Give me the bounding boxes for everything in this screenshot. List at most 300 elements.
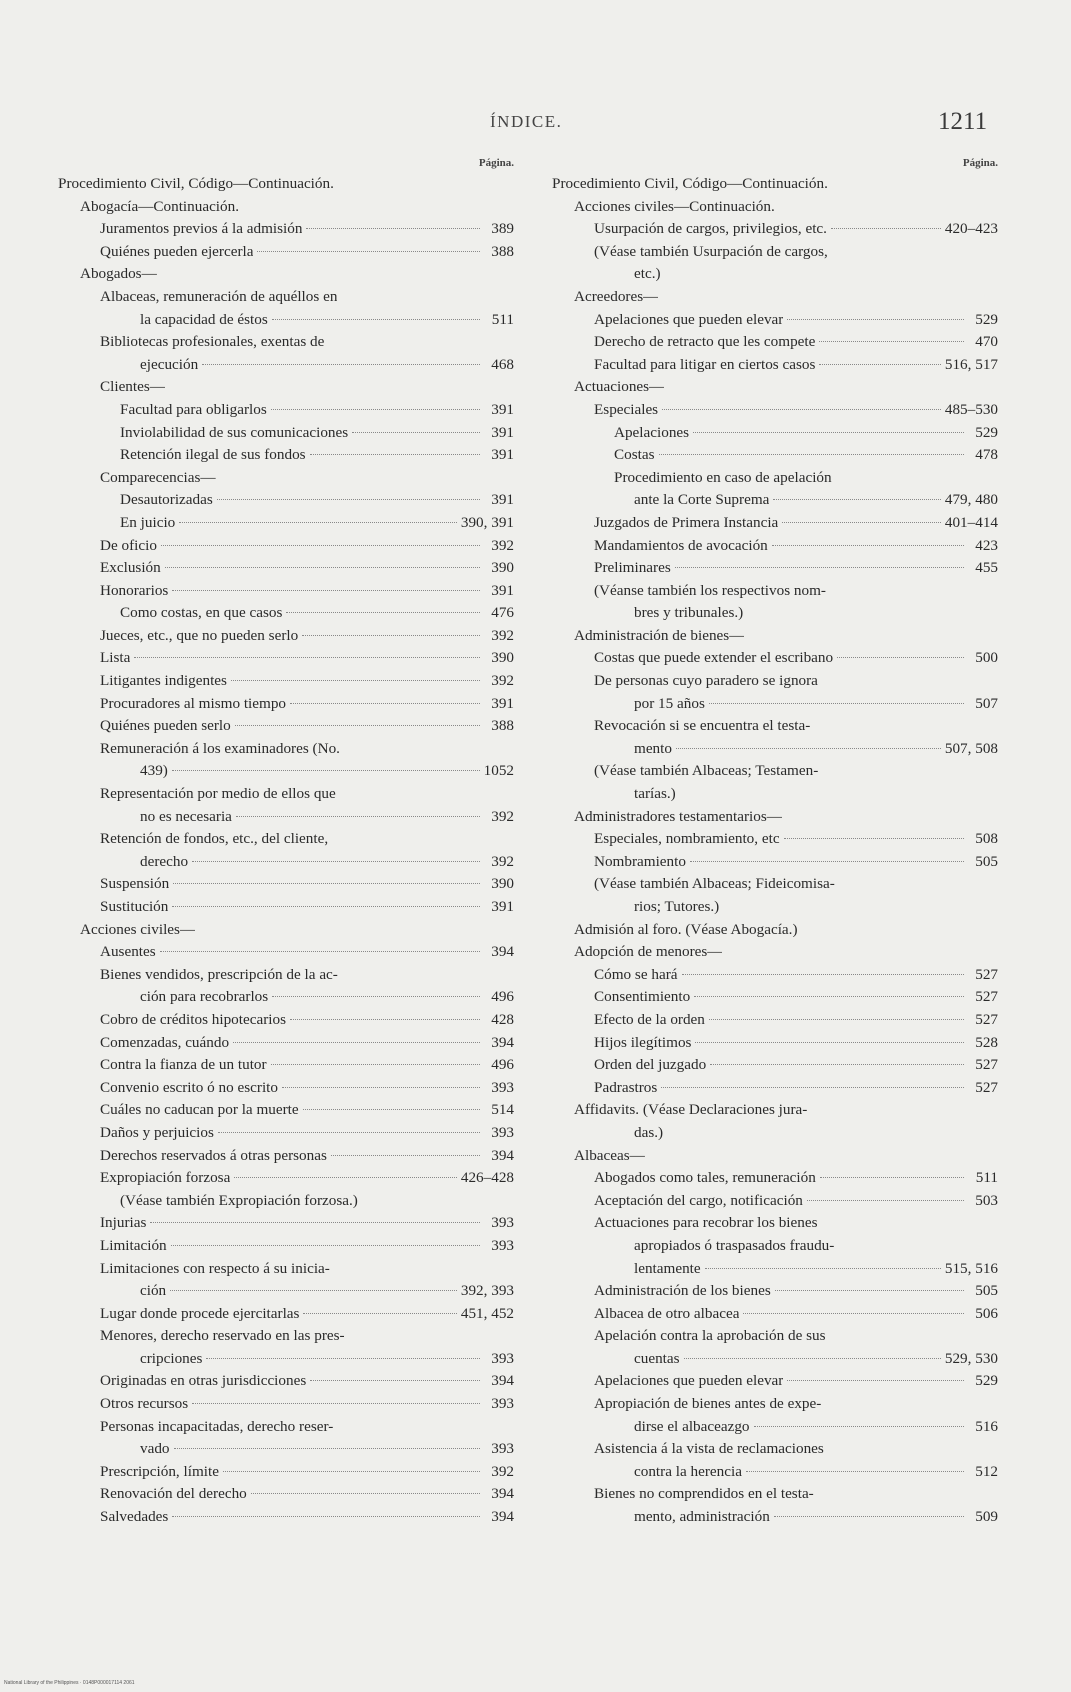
dot-leader	[784, 838, 964, 839]
entry-page-number: 393	[491, 1349, 514, 1367]
entry-page-number: 392	[491, 807, 514, 825]
entry-text: Abogados—	[80, 265, 157, 283]
entry-text: Consentimiento	[594, 988, 691, 1006]
index-entry	[552, 263, 998, 286]
index-entry	[58, 1032, 514, 1055]
entry-page-number: 512	[975, 1462, 998, 1480]
entry-page-number: 505	[975, 1282, 998, 1300]
entry-text: ejecución	[140, 355, 199, 373]
index-entry	[58, 218, 514, 241]
dot-leader	[160, 951, 480, 952]
index-entry	[58, 331, 514, 354]
entry-page-number: 528	[975, 1033, 998, 1051]
index-entry	[552, 715, 998, 738]
dot-leader	[231, 680, 480, 681]
entry-page-number: 470	[975, 333, 998, 351]
dot-leader	[170, 1290, 457, 1291]
index-entry	[58, 806, 514, 829]
entry-text: Acreedores—	[574, 287, 659, 305]
index-entry	[58, 512, 514, 535]
entry-text: Procedimiento en caso de apelación	[614, 468, 832, 486]
index-entry	[58, 1280, 514, 1303]
entry-page-number: 393	[491, 1236, 514, 1254]
dot-leader	[690, 861, 964, 862]
entry-text: Costas	[614, 446, 655, 464]
entry-text: Actuaciones para recobrar los bienes	[594, 1214, 818, 1232]
entry-page-number: 420–423	[944, 220, 998, 238]
index-entry	[552, 196, 998, 219]
index-entry	[552, 422, 998, 445]
entry-page-number: 426–428	[460, 1169, 514, 1187]
index-entry	[58, 760, 514, 783]
entry-text: Injurias	[100, 1214, 147, 1232]
dot-leader	[165, 567, 480, 568]
index-entry	[58, 1077, 514, 1100]
dot-leader	[787, 1380, 964, 1381]
dot-leader	[754, 1426, 964, 1427]
entry-text: Lugar donde procede ejercitarlas	[100, 1304, 300, 1322]
entry-text: derecho	[140, 852, 189, 870]
dot-leader	[257, 251, 480, 252]
entry-text: En juicio	[120, 513, 176, 531]
index-entry	[58, 309, 514, 332]
entry-page-number: 392	[491, 852, 514, 870]
entry-text: ante la Corte Suprema	[634, 491, 770, 509]
entry-page-number: 516, 517	[944, 355, 998, 373]
entry-page-number: 428	[491, 1010, 514, 1028]
dot-leader	[695, 1042, 964, 1043]
index-entry	[58, 173, 514, 196]
entry-text: contra la herencia	[634, 1462, 742, 1480]
entry-page-number: 507	[975, 694, 998, 712]
entry-text: Comenzadas, cuándo	[100, 1033, 230, 1051]
index-entry	[58, 263, 514, 286]
entry-page-number: 500	[975, 649, 998, 667]
entry-page-number: 529	[975, 423, 998, 441]
entry-page-number: 391	[491, 491, 514, 509]
entry-text: (Véase también Usurpación de cargos,	[594, 242, 828, 260]
entry-text: Albaceas—	[574, 1146, 645, 1164]
index-entry	[552, 1370, 998, 1393]
index-entry	[552, 376, 998, 399]
index-entry	[552, 1190, 998, 1213]
entry-text: Juzgados de Primera Instancia	[594, 513, 779, 531]
page-column-label: Página.	[478, 157, 514, 169]
dot-leader	[192, 861, 480, 862]
entry-page-number: 390	[491, 559, 514, 577]
dot-leader	[192, 1403, 480, 1404]
entry-page-number: 509	[975, 1508, 998, 1526]
index-entry	[58, 354, 514, 377]
entry-page-number: 391	[491, 694, 514, 712]
dot-leader	[271, 409, 480, 410]
dot-leader	[675, 567, 964, 568]
entry-text: Clientes—	[100, 378, 165, 396]
dot-leader	[782, 522, 941, 523]
dot-leader	[223, 1471, 480, 1472]
entry-page-number: 496	[491, 988, 514, 1006]
dot-leader	[134, 657, 480, 658]
index-entry	[58, 1054, 514, 1077]
entry-text: (Véase también Albaceas; Testamen-	[594, 762, 819, 780]
dot-leader	[331, 1155, 480, 1156]
entry-page-number: 391	[491, 400, 514, 418]
index-entry	[552, 331, 998, 354]
entry-page-number: 423	[975, 536, 998, 554]
index-entry	[58, 625, 514, 648]
footer-note: National Library of the Philippines · 0148P000017114 2061	[4, 1680, 135, 1686]
entry-text: Apelaciones que pueden elevar	[594, 310, 784, 328]
entry-page-number: 393	[491, 1395, 514, 1413]
entry-text: Expropiación forzosa	[100, 1169, 231, 1187]
index-entry	[58, 1212, 514, 1235]
entry-text: Inviolabilidad de sus comunicaciones	[120, 423, 349, 441]
dot-leader	[218, 1132, 480, 1133]
entry-text: bres y tribunales.)	[634, 604, 744, 622]
entry-text: cripciones	[140, 1349, 203, 1367]
index-entry	[552, 1145, 998, 1168]
index-entry	[58, 467, 514, 490]
entry-page-number: 479, 480	[944, 491, 998, 509]
entry-text: cuentas	[634, 1349, 680, 1367]
dot-leader	[303, 1109, 480, 1110]
entry-text: Albaceas, remuneración de aquéllos en	[100, 287, 338, 305]
entry-page-number: 455	[975, 559, 998, 577]
index-entry	[58, 1258, 514, 1281]
dot-leader	[272, 996, 480, 997]
entry-text: Suspensión	[100, 875, 170, 893]
index-entry	[58, 1009, 514, 1032]
entry-text: Cuáles no caducan por la muerte	[100, 1101, 299, 1119]
index-entry	[58, 693, 514, 716]
index-entry	[552, 557, 998, 580]
index-entry	[58, 738, 514, 761]
index-entry	[552, 828, 998, 851]
entries-list-left	[58, 173, 514, 1529]
index-entry	[58, 1325, 514, 1348]
entry-page-number: 393	[491, 1123, 514, 1141]
index-entry	[552, 986, 998, 1009]
index-entry	[58, 557, 514, 580]
index-entry	[552, 1416, 998, 1439]
dot-leader	[202, 364, 480, 365]
entry-page-number: 392, 393	[460, 1282, 514, 1300]
entry-text: Bienes no comprendidos en el testa-	[594, 1485, 814, 1503]
index-entry	[552, 1009, 998, 1032]
entry-text: Derecho de retracto que les compete	[594, 333, 816, 351]
entry-page-number: 388	[491, 717, 514, 735]
entry-page-number: 527	[975, 988, 998, 1006]
dot-leader	[684, 1358, 941, 1359]
entry-text: De oficio	[100, 536, 157, 554]
dot-leader	[172, 590, 480, 591]
entry-page-number: 394	[491, 1033, 514, 1051]
entry-page-number: 392	[491, 1462, 514, 1480]
entry-text: Preliminares	[594, 559, 671, 577]
entry-text: Bienes vendidos, prescripción de la ac-	[100, 965, 338, 983]
entry-text: Apropiación de bienes antes de expe-	[594, 1395, 822, 1413]
index-entry	[552, 354, 998, 377]
index-entry	[552, 580, 998, 603]
dot-leader	[682, 974, 964, 975]
dot-leader	[775, 1290, 964, 1291]
entry-text: Salvedades	[100, 1508, 169, 1526]
entry-text: Orden del juzgado	[594, 1056, 707, 1074]
entry-text: Sustitución	[100, 898, 169, 915]
entry-text: Convenio escrito ó no escrito	[100, 1078, 278, 1096]
entry-text: Daños y perjuicios	[100, 1123, 214, 1141]
entry-text: (Véase también Albaceas; Fideicomisa-	[594, 875, 835, 893]
entry-text: das.)	[634, 1123, 664, 1141]
entry-text: mento, administración	[634, 1508, 770, 1526]
index-entry	[552, 1280, 998, 1303]
dot-leader	[310, 1380, 480, 1381]
index-entry	[58, 1483, 514, 1506]
index-entry	[58, 196, 514, 219]
entry-page-number: 507, 508	[944, 739, 998, 757]
entry-text: Usurpación de cargos, privilegios, etc.	[594, 220, 827, 238]
dot-leader	[233, 1042, 480, 1043]
entry-text: ción	[140, 1282, 167, 1300]
index-entry	[552, 964, 998, 987]
entry-text: Mandamientos de avocación	[594, 536, 768, 554]
entry-page-number: 391	[491, 423, 514, 441]
entry-text: Honorarios	[100, 581, 169, 599]
entry-text: Aceptación del cargo, notificación	[594, 1191, 803, 1209]
entry-page-number: 391	[491, 898, 514, 915]
entry-page-number: 389	[491, 220, 514, 238]
entry-page-number: 496	[491, 1056, 514, 1074]
entry-text: por 15 años	[634, 694, 705, 712]
dot-leader	[234, 1177, 457, 1178]
index-entry	[552, 535, 998, 558]
index-entry	[552, 1054, 998, 1077]
entry-text: Procuradores al mismo tiempo	[100, 694, 287, 712]
dot-leader	[206, 1358, 480, 1359]
index-entry	[552, 241, 998, 264]
entry-text: Lista	[100, 649, 131, 667]
entry-text: mento	[634, 739, 672, 757]
entry-text: Limitación	[100, 1236, 167, 1254]
entry-text: Derechos reservados á otras personas	[100, 1146, 327, 1164]
entry-text: Jueces, etc., que no pueden serlo	[100, 626, 299, 644]
index-entry	[552, 873, 998, 896]
entry-page-number: 390, 391	[460, 513, 514, 531]
entry-text: Originadas en otras jurisdicciones	[100, 1372, 307, 1390]
entry-text: Costas que puede extender el escribano	[594, 649, 834, 667]
entry-text: Menores, derecho reservado en las pres-	[100, 1327, 345, 1345]
dot-leader	[787, 319, 964, 320]
index-entry	[58, 399, 514, 422]
entry-text: Administradores testamentarios—	[574, 807, 782, 825]
entry-page-number: 478	[975, 446, 998, 464]
index-entry	[552, 693, 998, 716]
entry-text: Renovación del derecho	[100, 1485, 247, 1503]
dot-leader	[174, 1448, 480, 1449]
dot-leader	[302, 635, 480, 636]
entry-text: dirse el albaceazgo	[634, 1417, 750, 1435]
entry-text: Limitaciones con respecto á su inicia-	[100, 1259, 330, 1277]
entry-page-number: 390	[491, 875, 514, 893]
index-entry	[58, 1122, 514, 1145]
index-entry	[58, 1393, 514, 1416]
dot-leader	[820, 1177, 964, 1178]
index-entry	[552, 738, 998, 761]
entry-page-number: 527	[975, 1078, 998, 1096]
dot-leader	[819, 341, 964, 342]
entry-page-number: 468	[491, 355, 514, 373]
entry-page-number: 511	[491, 310, 514, 328]
dot-leader	[150, 1222, 480, 1223]
index-entry	[552, 286, 998, 309]
entry-page-number: 388	[491, 242, 514, 260]
dot-leader	[306, 228, 480, 229]
index-entry	[58, 873, 514, 896]
index-entry	[552, 919, 998, 942]
index-entry	[552, 444, 998, 467]
entry-text: Administración de bienes—	[574, 626, 745, 644]
index-entry	[552, 602, 998, 625]
index-entry	[552, 1212, 998, 1235]
entry-text: Albacea de otro albacea	[594, 1304, 740, 1322]
index-entry	[552, 625, 998, 648]
dot-leader	[676, 748, 941, 749]
index-entry	[552, 1483, 998, 1506]
entry-text: (Véase también Expropiación forzosa.)	[120, 1191, 358, 1209]
entry-text: Actuaciones—	[574, 378, 665, 396]
index-entry	[58, 580, 514, 603]
entry-page-number: 392	[491, 536, 514, 554]
index-entry	[58, 670, 514, 693]
dot-leader	[693, 432, 964, 433]
entry-text: Procedimiento Civil, Código—Continuación.	[552, 175, 828, 192]
entry-page-number: 529, 530	[944, 1349, 998, 1367]
index-entry	[552, 1077, 998, 1100]
entry-text: 439)	[140, 762, 168, 780]
entry-text: Retención de fondos, etc., del cliente,	[100, 830, 329, 848]
dot-leader	[172, 906, 480, 907]
entry-page-number: 527	[975, 1056, 998, 1074]
index-entry	[552, 1348, 998, 1371]
index-entry	[58, 1461, 514, 1484]
dot-leader	[352, 432, 480, 433]
dot-leader	[831, 228, 941, 229]
index-entry	[58, 964, 514, 987]
entry-page-number: 529	[975, 310, 998, 328]
dot-leader	[236, 816, 480, 817]
index-entry	[552, 1303, 998, 1326]
dot-leader	[272, 319, 480, 320]
dot-leader	[772, 545, 964, 546]
index-entry	[58, 919, 514, 942]
index-entry	[58, 286, 514, 309]
entry-text: Exclusión	[100, 559, 161, 577]
dot-leader	[161, 545, 480, 546]
entries-list-right	[552, 173, 998, 1529]
index-entry	[58, 1099, 514, 1122]
entry-text: Facultad para litigar en ciertos casos	[594, 355, 816, 373]
index-entry	[552, 173, 998, 196]
index-entry	[552, 1325, 998, 1348]
index-entry	[552, 1235, 998, 1258]
entry-page-number: 508	[975, 830, 998, 848]
index-entry	[552, 1099, 998, 1122]
index-entry	[552, 309, 998, 332]
index-entry	[552, 941, 998, 964]
entry-page-number: 390	[491, 649, 514, 667]
index-entry	[552, 467, 998, 490]
entry-text: Admisión al foro. (Véase Abogacía.)	[574, 920, 798, 938]
index-entry	[552, 1506, 998, 1529]
entry-page-number: 401–414	[944, 513, 998, 531]
dot-leader	[705, 1268, 941, 1269]
index-entry	[58, 647, 514, 670]
dot-leader	[173, 883, 480, 884]
dot-leader	[217, 499, 480, 500]
index-entry	[58, 715, 514, 738]
index-entry	[552, 512, 998, 535]
index-entry	[58, 986, 514, 1009]
entry-text: lentamente	[634, 1259, 701, 1277]
entry-text: Facultad para obligarlos	[120, 400, 267, 418]
dot-leader	[235, 725, 480, 726]
entry-page-number: 485–530	[944, 400, 998, 418]
entry-text: Acciones civiles—	[80, 920, 196, 938]
dot-leader	[659, 454, 964, 455]
entry-page-number: 476	[491, 604, 514, 622]
index-entry	[58, 1235, 514, 1258]
index-entry	[58, 828, 514, 851]
dot-leader	[282, 1087, 480, 1088]
index-entry	[552, 670, 998, 693]
entry-text: Cómo se hará	[594, 965, 678, 983]
index-entry	[58, 783, 514, 806]
page-number: 1211	[938, 108, 988, 135]
entry-text: ción para recobrarlos	[140, 988, 269, 1006]
index-entry	[552, 489, 998, 512]
dot-leader	[661, 1087, 964, 1088]
index-column-left	[58, 157, 514, 1529]
entry-page-number: 529	[975, 1372, 998, 1390]
index-entry	[58, 444, 514, 467]
dot-leader	[310, 454, 480, 455]
entry-page-number: 516	[975, 1417, 998, 1435]
entry-text: Efecto de la orden	[594, 1010, 705, 1028]
entry-text: Padrastros	[594, 1078, 658, 1096]
dot-leader	[819, 364, 940, 365]
dot-leader	[662, 409, 941, 410]
dot-leader	[172, 770, 480, 771]
dot-leader	[172, 1516, 480, 1517]
entry-text: Revocación si se encuentra el testa-	[594, 717, 811, 735]
entry-text: Affidavits. (Véase Declaraciones jura-	[574, 1101, 808, 1119]
dot-leader	[286, 612, 480, 613]
index-entry	[552, 399, 998, 422]
index-entry	[58, 489, 514, 512]
entry-text: no es necesaria	[140, 807, 232, 825]
entry-text: Desautorizadas	[120, 491, 213, 509]
entry-text: Comparecencias—	[100, 468, 216, 486]
dot-leader	[837, 657, 964, 658]
entry-page-number: 394	[491, 1508, 514, 1526]
entry-page-number: 394	[491, 943, 514, 961]
index-entry	[58, 1370, 514, 1393]
index-entry	[58, 1416, 514, 1439]
entry-text: Contra la fianza de un tutor	[100, 1056, 267, 1074]
entry-text: Como costas, en que casos	[120, 604, 283, 622]
entry-text: Cobro de créditos hipotecarios	[100, 1010, 286, 1028]
dot-leader	[179, 522, 457, 523]
